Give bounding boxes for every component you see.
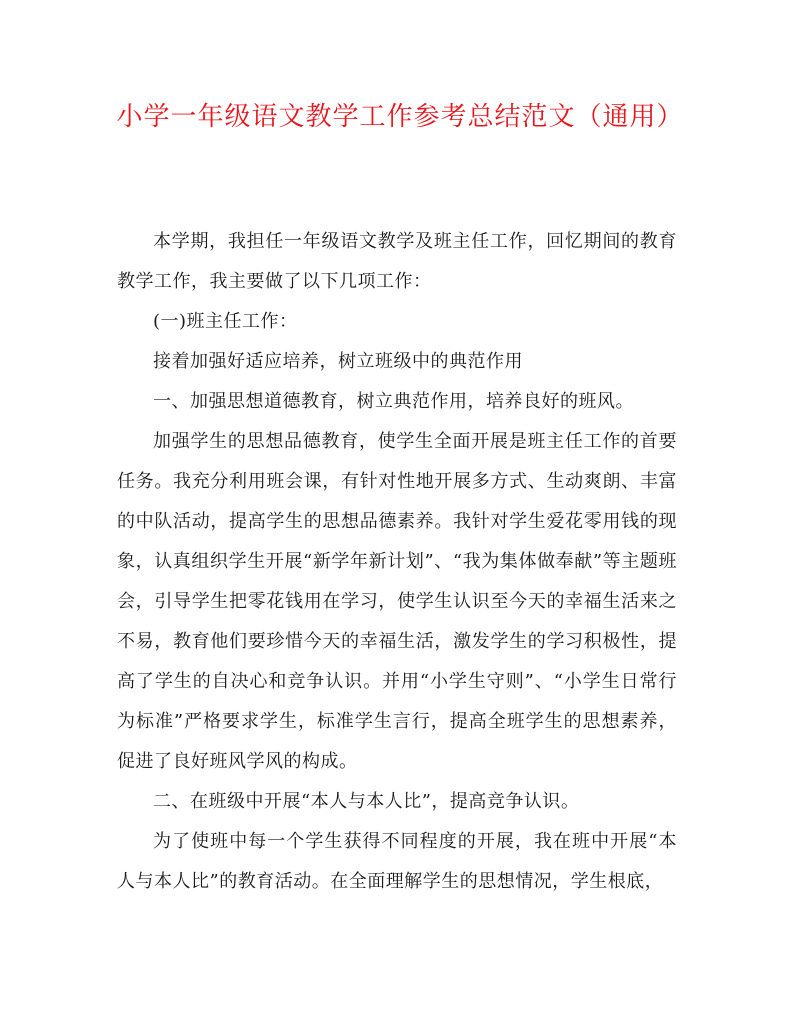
subheading-self-comparison: 二、在班级中开展“本人与本人比”，提高竞争认识。 — [153, 791, 580, 812]
subheading-moral-education: 一、加强思想道德教育，树立典范作用，培养良好的班风。 — [153, 391, 634, 412]
section-heading-class-teacher-work: (一)班主任工作： — [153, 311, 298, 332]
paragraph-moral-education: 加强学生的思想品德教育，使学生全面开展是班主任工作的首要任务。我充分利用班会课，有针对性地开展多方式、生动爽朗、丰富的中队活动，提高学生的思想品德素养。我针对学生爱花零用钱的现象，认真组织学生开展“新学年新计划”、“我为集体做奉献”等主题班会，引导学生把零花钱用在学习，使学生认识至今天的幸福生活来之不易，教育他们要珍惜今天的幸福生活，激发学生的学习积极性，提高了学生的自决心和竞争认识。并用“小学生守则”、“小学生日常行为标准”严格要求学生，标准学生言行，提高全班学生的思想素养，促进了良好班风学风的构成。 — [117, 431, 677, 772]
paragraph-adaptation: 接着加强好适应培养，树立班级中的典范作用 — [153, 351, 523, 372]
paragraph-intro: 本学期，我担任一年级语文教学及班主任工作，回忆期间的教育教学工作，我主要做了以下几项工作： — [117, 231, 677, 292]
paragraph-self-comparison: 为了使班中每一个学生获得不同程度的开展，我在班中开展“本人与本人比”的教育活动。在全面理解学生的思想情况，学生根底， — [117, 831, 677, 892]
document-body — [117, 222, 677, 902]
document-title: 小学一年级语文教学工作参考总结范文（通用） — [116, 102, 684, 132]
